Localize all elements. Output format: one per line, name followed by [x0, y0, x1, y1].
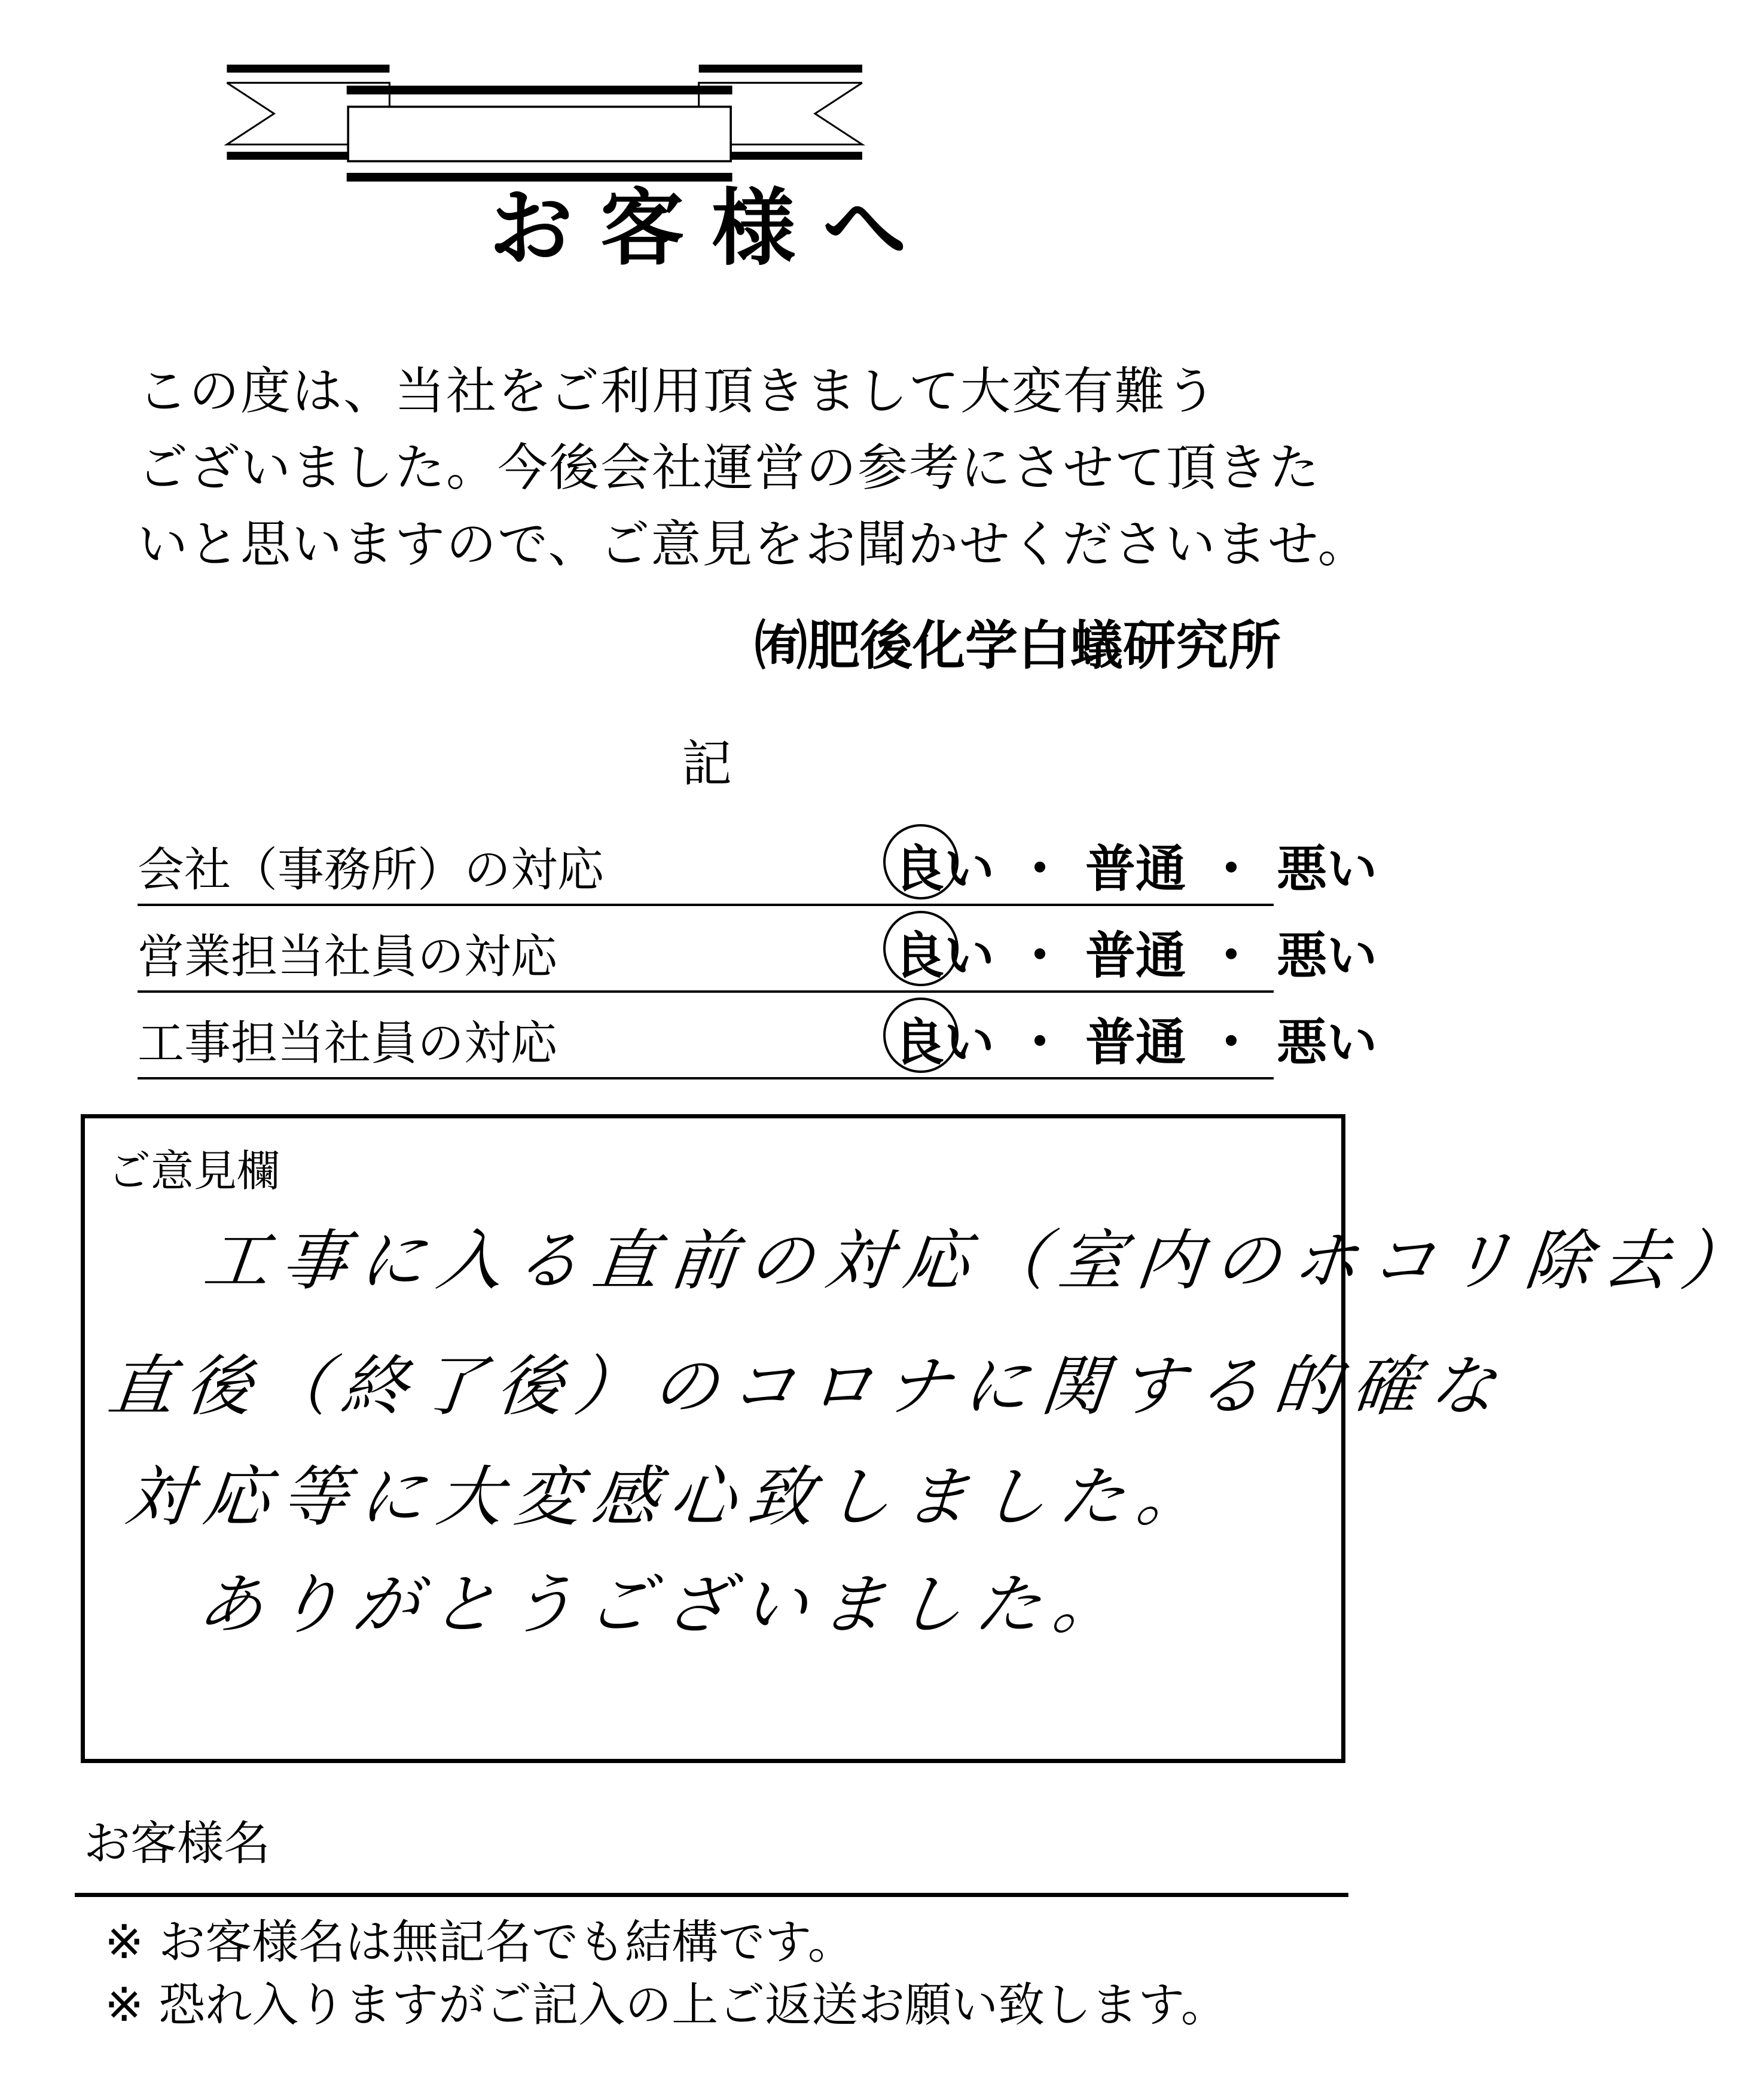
survey-row-sales — [138, 906, 1378, 993]
option-separator: ・ — [1015, 840, 1066, 898]
handwritten-line: 対応等に大変感心致しました。 — [122, 1459, 1219, 1535]
note: ※ 恐れ入りますがご記入の上ご返送お願い致します。 — [105, 1978, 1228, 2032]
option-good[interactable]: 良い — [894, 916, 994, 988]
option-good[interactable]: 良い — [894, 1002, 994, 1075]
comment-box[interactable] — [81, 1114, 1763, 1763]
option-bad[interactable]: 悪い — [1277, 840, 1378, 898]
handwritten-line: 工事に入る直前の対応（室内のホコリ除去） — [200, 1222, 1763, 1299]
option-normal[interactable]: 普通 — [1085, 840, 1186, 898]
page-title: お客様へ — [489, 179, 934, 277]
handwritten-line: ありがとうございました。 — [194, 1566, 1135, 1643]
survey-row-label: 会社（事務所）の対応 — [138, 843, 605, 897]
survey-row-construction — [138, 993, 1378, 1079]
comment-box-title: ご意見欄 — [108, 1146, 280, 1196]
option-separator: ・ — [1206, 840, 1257, 898]
company-name: ㈲肥後化学白蟻研究所 — [754, 615, 1281, 676]
intro-line: いと思いますので、ご意見をお聞かせくださいませ。 — [138, 515, 1369, 574]
intro-line: ございました。今後会社運営の参考にさせて頂きた — [138, 438, 1321, 497]
option-bad[interactable]: 悪い — [1277, 926, 1378, 985]
option-normal[interactable]: 普通 — [1085, 1013, 1186, 1072]
option-bad[interactable]: 悪い — [1277, 1013, 1378, 1072]
handwritten-line: 直後（終了後）のコロナに関する的確な — [104, 1348, 1512, 1425]
survey-options — [894, 829, 1377, 901]
survey-options — [894, 1002, 1377, 1075]
option-separator: ・ — [1206, 1013, 1257, 1072]
option-separator: ・ — [1206, 926, 1257, 985]
survey-row-label: 営業担当社員の対応 — [138, 930, 558, 984]
intro-line: この度は、当社をご利用頂きまして大変有難う — [138, 362, 1218, 420]
option-separator: ・ — [1015, 926, 1066, 985]
record-heading: 記 — [682, 734, 733, 793]
option-separator: ・ — [1015, 1013, 1066, 1072]
row-divider — [138, 1077, 1274, 1079]
survey-row-office — [138, 819, 1378, 906]
intro-paragraph — [138, 353, 1369, 583]
customer-name-label: お客様名 — [84, 1817, 271, 1871]
survey-row-label: 工事担当社員の対応 — [138, 1017, 558, 1071]
note: ※ お客様名は無記名でも結構です。 — [105, 1916, 854, 1969]
survey-options — [894, 916, 1377, 988]
option-good[interactable]: 良い — [894, 829, 994, 901]
customer-name-line[interactable] — [75, 1893, 1348, 1897]
option-normal[interactable]: 普通 — [1085, 926, 1186, 985]
